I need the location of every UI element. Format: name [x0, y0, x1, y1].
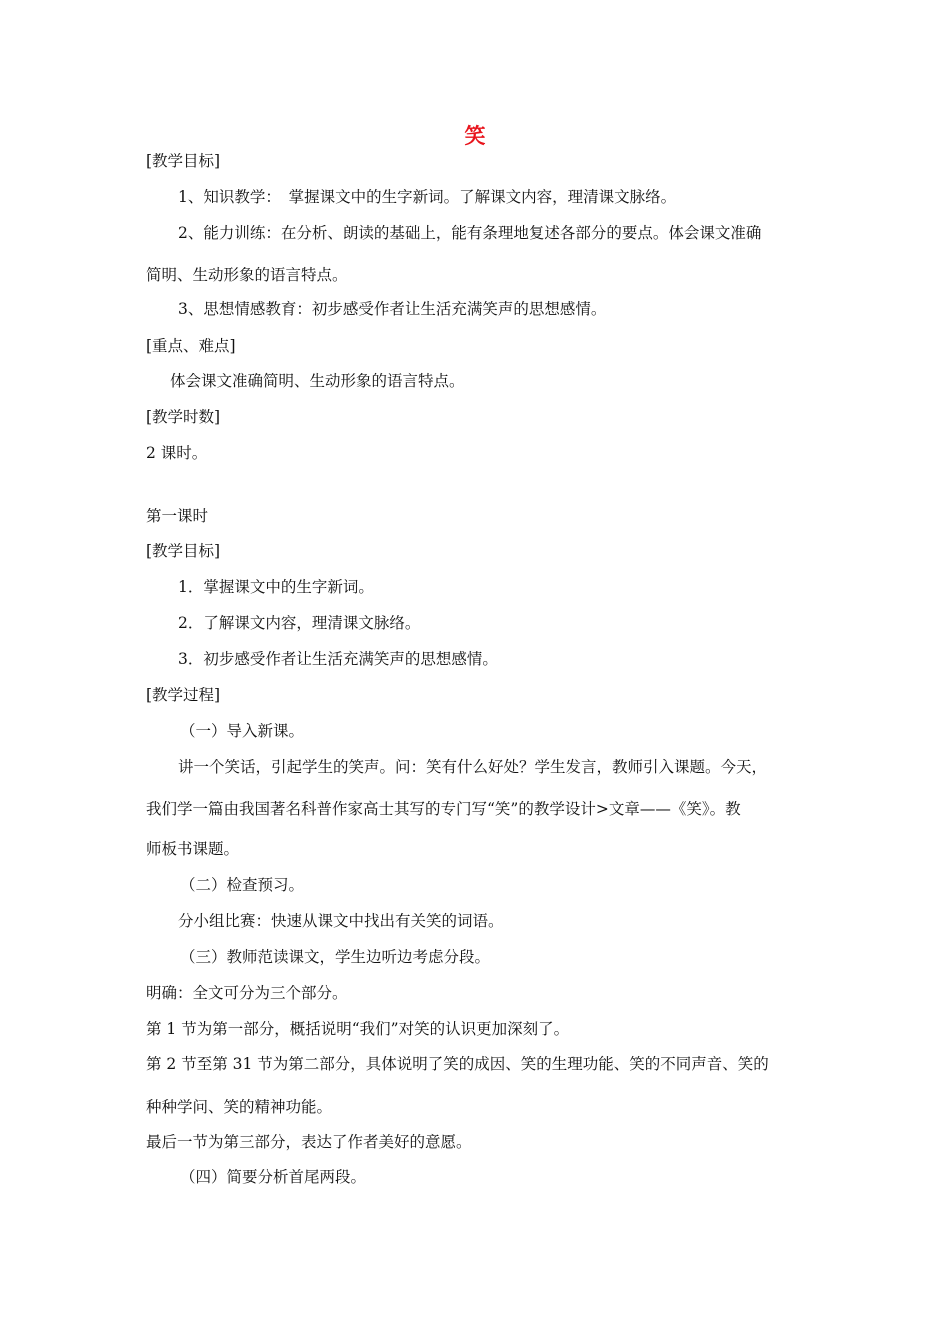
- paragraph-line: 分小组比赛：快速从课文中找出有关笑的词语。: [178, 912, 504, 930]
- paragraph-line: 我们学一篇由我国著名科普作家高士其写的专门写“笑”的教学设计>文章——《笑》。教: [146, 800, 741, 818]
- paragraph-line: （一）导入新课。: [180, 722, 305, 740]
- paragraph-line: 简明、生动形象的语言特点。: [146, 266, 348, 284]
- paragraph-line: 第 2 节至第 31 节为第二部分，具体说明了笑的成因、笑的生理功能、笑的不同声音、笑的: [146, 1055, 769, 1073]
- paragraph-line: （四）简要分析首尾两段。: [180, 1168, 367, 1186]
- paragraph-line: 2 课时。: [146, 444, 208, 462]
- paragraph-line: （二）检查预习。: [180, 876, 305, 894]
- document-title: 笑: [464, 123, 486, 148]
- section-heading: [教学过程]: [146, 686, 221, 704]
- paragraph-line: 讲一个笑话，引起学生的笑声。问：笑有什么好处？学生发言，教师引入课题。今天，: [178, 758, 768, 776]
- paragraph-line: 最后一节为第三部分，表达了作者美好的意愿。: [146, 1133, 472, 1151]
- paragraph-line: 第 1 节为第一部分，概括说明“我们”对笑的认识更加深刻了。: [146, 1020, 570, 1038]
- paragraph-line: 师板书课题。: [146, 840, 240, 858]
- paragraph-line: 2、能力训练：在分析、朗读的基础上，能有条理地复述各部分的要点。体会课文准确: [178, 224, 762, 242]
- lesson-heading: 第一课时: [146, 507, 209, 525]
- paragraph-line: 2．了解课文内容，理清课文脉络。: [178, 614, 421, 632]
- paragraph-line: 种种学问、笑的精神功能。: [146, 1098, 333, 1116]
- paragraph-line: 3、思想情感教育：初步感受作者让生活充满笑声的思想感情。: [178, 300, 607, 318]
- paragraph-line: 3．初步感受作者让生活充满笑声的思想感情。: [178, 650, 498, 668]
- paragraph-line: （三）教师范读课文，学生边听边考虑分段。: [180, 948, 491, 966]
- paragraph-line: 1、知识教学： 掌握课文中的生字新词。了解课文内容，理清课文脉络。: [178, 188, 677, 206]
- section-heading: [教学目标]: [146, 152, 221, 170]
- section-heading: [教学时数]: [146, 408, 221, 426]
- paragraph-line: 明确：全文可分为三个部分。: [146, 984, 348, 1002]
- paragraph-line: 1．掌握课文中的生字新词。: [178, 578, 374, 596]
- paragraph-line: 体会课文准确简明、生动形象的语言特点。: [170, 372, 465, 390]
- section-heading: [教学目标]: [146, 542, 221, 560]
- section-heading: [重点、难点]: [146, 337, 236, 355]
